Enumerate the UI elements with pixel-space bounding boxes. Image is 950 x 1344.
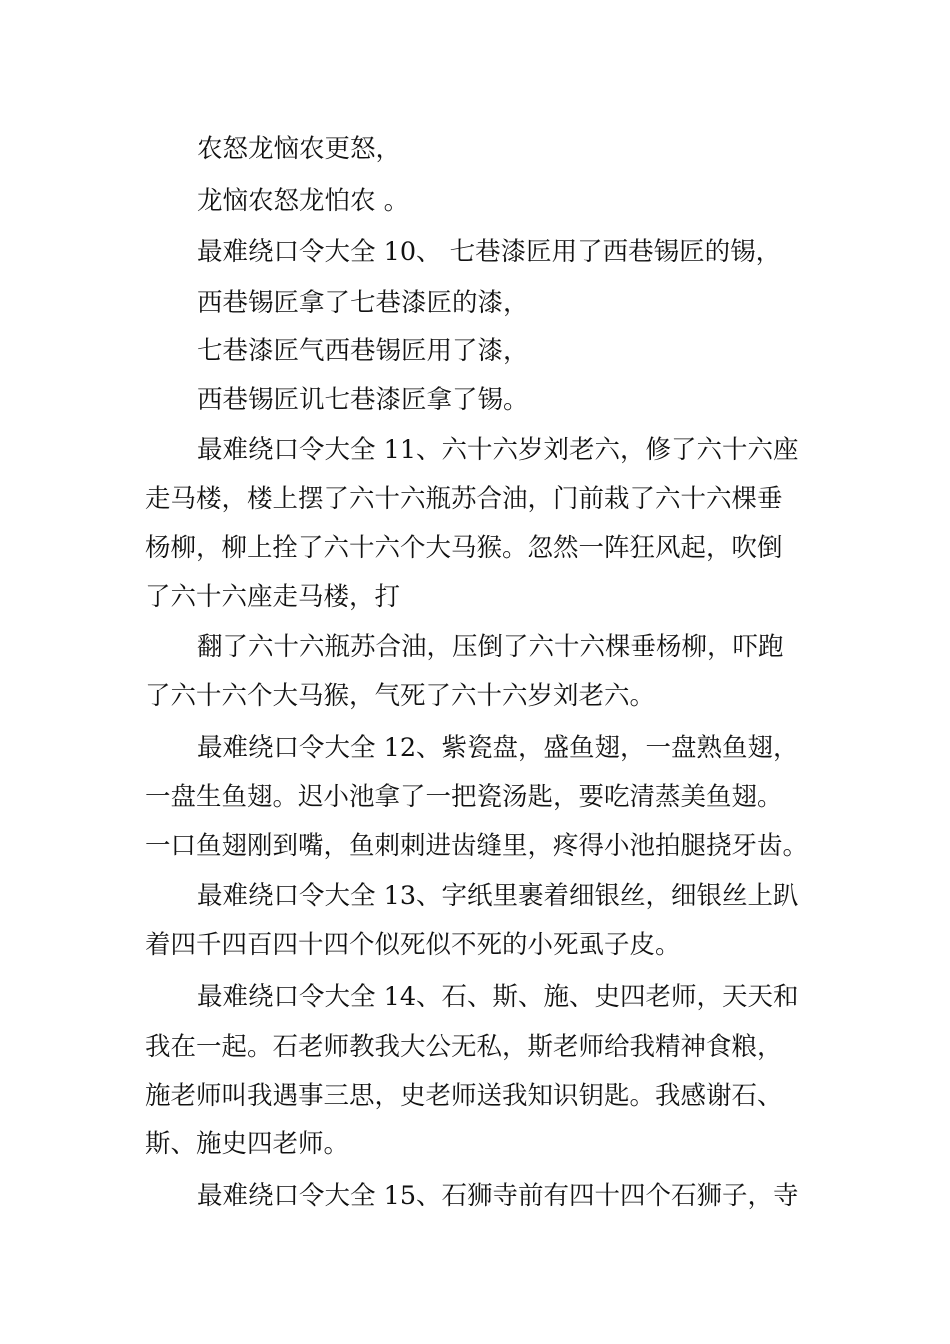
text-line: 农怒龙恼农更怒，	[197, 134, 402, 164]
text-line: 杨柳，柳上拴了六十六个大马猴。忽然一阵狂风起，吹倒	[145, 533, 783, 563]
text-line: 一口鱼翅刚到嘴，鱼刺刺进齿缝里，疼得小池拍腿挠牙齿。	[145, 831, 809, 861]
text-line: 最难绕口令大全 11、六十六岁刘老六，修了六十六座	[197, 435, 799, 465]
text-line: 最难绕口令大全 12、紫瓷盘，盛鱼翅，一盘熟鱼翅，	[197, 733, 799, 763]
text-line: 最难绕口令大全 14、石、斯、施、史四老师，天天和	[197, 982, 799, 1012]
text-line: 一盘生鱼翅。迟小池拿了一把瓷汤匙，要吃清蒸美鱼翅。	[145, 782, 783, 812]
text-line: 最难绕口令大全 13、字纸里裹着细银丝，细银丝上趴	[197, 881, 799, 911]
text-line: 着四千四百四十四个似死似不死的小死虱子皮。	[145, 930, 681, 960]
text-line: 龙恼农怒龙怕农 。	[197, 186, 410, 216]
text-line: 走马楼，楼上摆了六十六瓶苏合油，门前栽了六十六棵垂	[145, 484, 783, 514]
text-line: 七巷漆匠气西巷锡匠用了漆，	[197, 336, 529, 366]
text-line: 斯、施史四老师。	[145, 1129, 350, 1159]
text-line: 翻了六十六瓶苏合油，压倒了六十六棵垂杨柳，吓跑	[197, 632, 784, 662]
text-line: 最难绕口令大全 10、 七巷漆匠用了西巷锡匠的锡，	[197, 237, 782, 267]
text-line: 了六十六个大马猴，气死了六十六岁刘老六。	[145, 681, 656, 711]
text-line: 西巷锡匠讥七巷漆匠拿了锡。	[197, 385, 529, 415]
text-line: 施老师叫我遇事三思，史老师送我知识钥匙。我感谢石、	[145, 1081, 783, 1111]
text-line: 西巷锡匠拿了七巷漆匠的漆，	[197, 288, 529, 318]
text-line: 最难绕口令大全 15、石狮寺前有四十四个石狮子，寺	[197, 1181, 799, 1211]
text-line: 了六十六座走马楼，打	[145, 582, 401, 612]
text-line: 我在一起。石老师教我大公无私，斯老师给我精神食粮，	[145, 1032, 783, 1062]
